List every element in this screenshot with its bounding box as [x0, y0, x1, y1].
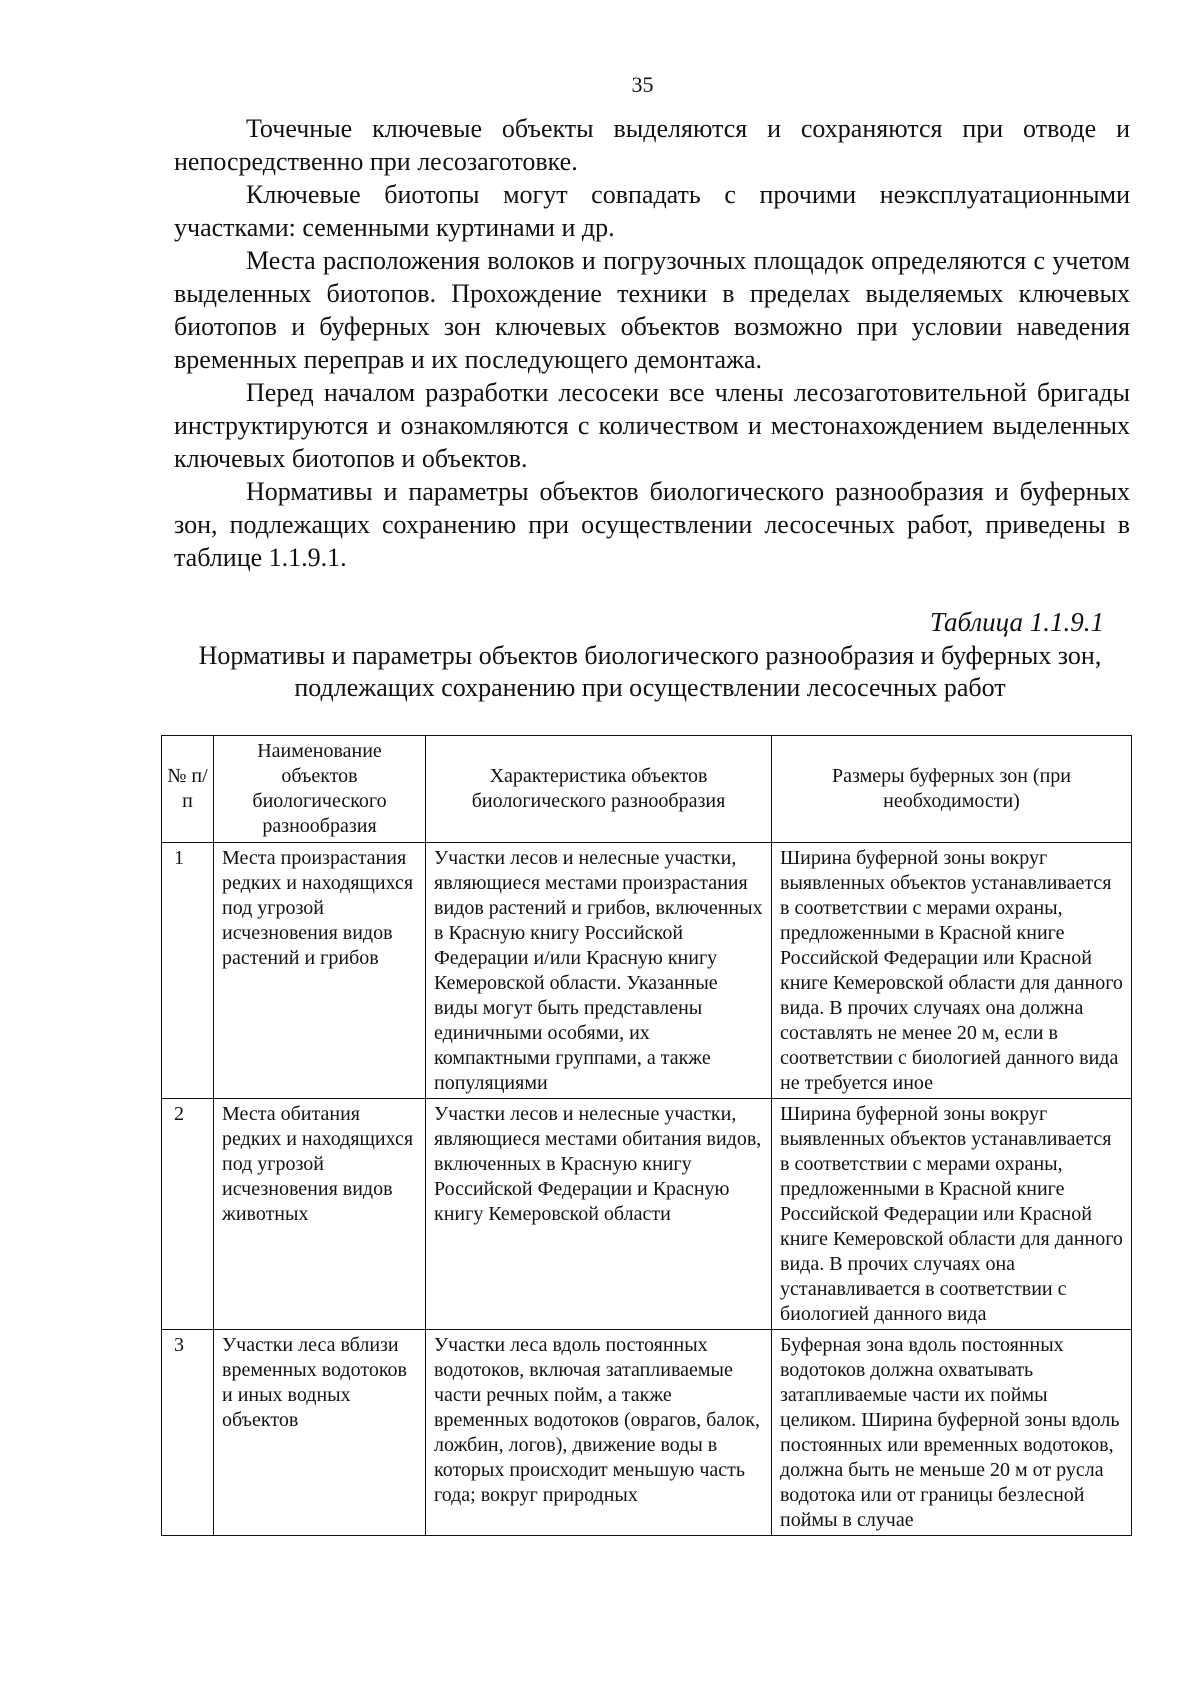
row-name: Места произрастания редких и находящихся под угрозой исчезновения видов растений и грибов — [214, 843, 426, 1099]
table-label: Таблица 1.1.9.1 — [929, 607, 1104, 637]
row-characteristic: Участки лесов и нелесные участки, являющиеся местами произрастания видов растений и грибов, включенных в Красную книгу Российской Федерации и/или Красную книгу Кемеровской области. Указанные виды могут быть представлены единичными особями, их компактными группами, а также популяциями — [426, 843, 772, 1099]
row-num: 1 — [162, 843, 214, 1099]
row-num: 2 — [162, 1099, 214, 1330]
table-header-row — [162, 736, 1132, 843]
row-buffer: Буферная зона вдоль постоянных водотоков должна охватывать затапливаемые части их поймы целиком. Ширина буферной зоны вдоль постоянных или временных водотоков, должна быть не меньше 20 м от русла водотока или от границы безлесной поймы в случае — [772, 1330, 1132, 1536]
table-title: Нормативы и параметры объектов биологического разнообразия и буферных зон, подлежащих сохранению при осуществлении лесосечных работ — [198, 641, 1102, 702]
paragraph: Места расположения волоков и погрузочных площадок определяются с учетом выделенных биотопов. Прохождение техники в пределах выделяемых ключевых биотопов и буферных зон ключевых объектов возможно при условии наведения временных переправ и их последующего демонтажа. — [174, 246, 1130, 374]
header-buffer: Размеры буферных зон (при необходимости) — [772, 736, 1132, 843]
row-num: 3 — [162, 1330, 214, 1536]
row-name: Участки леса вблизи временных водотоков и иных водных объектов — [214, 1330, 426, 1536]
row-buffer: Ширина буферной зоны вокруг выявленных объектов устанавливается в соответствии с мерами охраны, предложенными в Красной книге Российской Федерации или Красной книге Кемеровской области для данного вида. В прочих случаях она устанавливается в соответствии с биологией данного вида — [772, 1099, 1132, 1330]
norms-table — [161, 735, 1132, 1536]
paragraph: Перед началом разработки лесосеки все члены лесозаготовительной бригады инструктируются и ознакомляются с количеством и местонахождением выделенных ключевых биотопов и объектов. — [174, 378, 1130, 473]
row-characteristic: Участки лесов и нелесные участки, являющиеся местами обитания видов, включенных в Красную книгу Российской Федерации и Красную книгу Кемеровской области — [426, 1099, 772, 1330]
table-row — [162, 843, 1132, 1099]
header-name: Наименование объектов биологического разнообразия — [214, 736, 426, 843]
paragraph: Нормативы и параметры объектов биологического разнообразия и буферных зон, подлежащих сохранению при осуществлении лесосечных работ, приведены в таблице 1.1.9.1. — [174, 477, 1130, 572]
paragraph: Точечные ключевые объекты выделяются и сохраняются при отводе и непосредственно при лесозаготовке. — [174, 114, 1130, 176]
paragraph: Ключевые биотопы могут совпадать с прочими неэксплуатационными участками: семенными куртинами и др. — [174, 180, 1130, 242]
header-num: № п/п — [162, 736, 214, 843]
header-characteristic: Характеристика объектов биологического разнообразия — [426, 736, 772, 843]
body-text — [174, 112, 1130, 574]
table-row — [162, 1330, 1132, 1536]
row-buffer: Ширина буферной зоны вокруг выявленных объектов устанавливается в соответствии с мерами охраны, предложенными в Красной книге Российской Федерации или Красной книге Кемеровской области для данного вида. В прочих случаях она должна составлять не менее 20 м, если в соответствии с биологией данного вида не требуется иное — [772, 843, 1132, 1099]
row-characteristic: Участки леса вдоль постоянных водотоков, включая затапливаемые части речных пойм, а также временных водотоков (оврагов, балок, ложбин, логов), движение воды в которых происходит меньшую часть года; вокруг природных — [426, 1330, 772, 1536]
row-name: Места обитания редких и находящихся под угрозой исчезновения видов животных — [214, 1099, 426, 1330]
page-number: 35 — [631, 72, 654, 97]
table-row — [162, 1099, 1132, 1330]
